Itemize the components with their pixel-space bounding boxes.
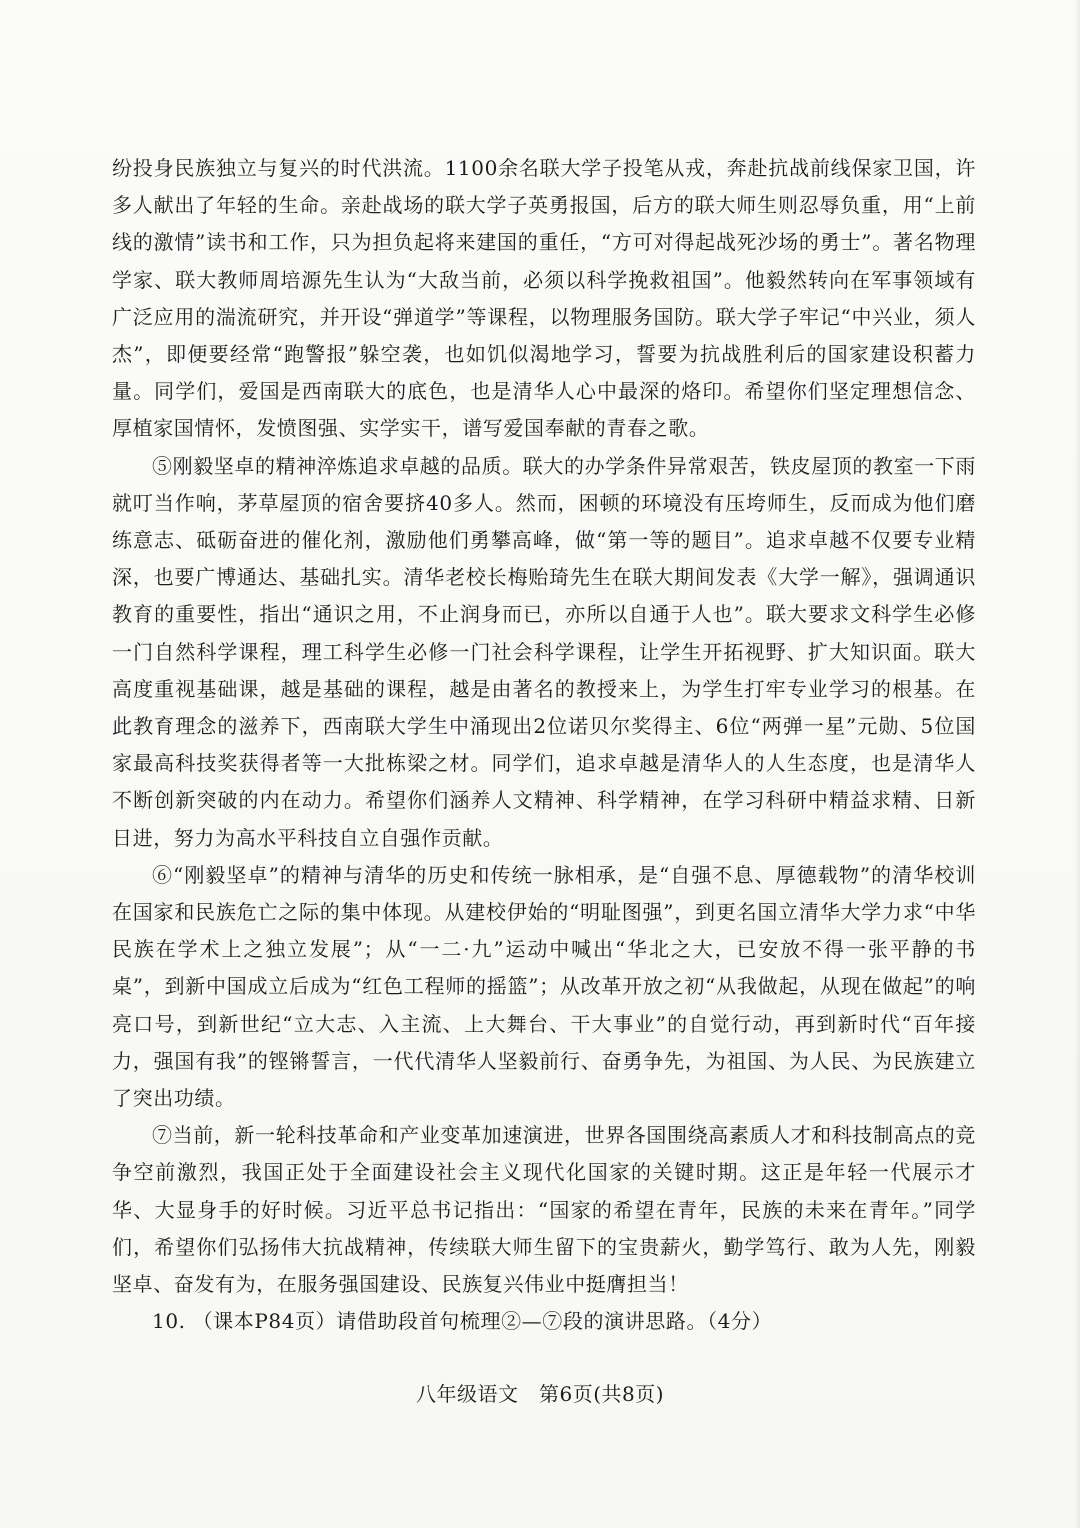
paragraph-4-continued: 纷投身民族独立与复兴的时代洪流。1100余名联大学子投笔从戎，奔赴抗战前线保家卫国，许多人献出了年轻的生命。亲赴战场的联大学子英勇报国，后方的联大师生则忍辱负重，用“上前线的激情”读书和工作，只为担负起将来建国的重任，“方可对得起战死沙场的勇士”。著名物理学家、联大教师周培源先生认为“大敌当前，必须以科学挽救祖国”。他毅然转向在军事领域有广泛应用的湍流研究，并开设“弹道学”等课程，以物理服务国防。联大学子牢记“中兴业，须人杰”，即便要经常“跑警报”躲空袭，也如饥似渴地学习，誓要为抗战胜利后的国家建设积蓄力量。同学们，爱国是西南联大的底色，也是清华人心中最深的烙印。希望你们坚定理想信念、厚植家国情怀，发愤图强、实学实干，谱写爱国奉献的青春之歌。 (112, 156, 976, 441)
page-footer: 八年级语文 第6页(共8页) (415, 1382, 665, 1406)
paragraph-6: ⑥“刚毅坚卓”的精神与清华的历史和传统一脉相承，是“自强不息、厚德载物”的清华校训在国家和民族危亡之际的集中体现。从建校伊始的“明耻图强”，到更名国立清华大学力求“中华民族在学术上之独立发展”；从“一二·九”运动中喊出“华北之大，已安放不得一张平静的书桌”，到新中国成立后成为“红色工程师的摇篮”；从改革开放之初“从我做起，从现在做起”的响亮口号，到新世纪“立大志、入主流、上大舞台、干大事业”的自觉行动，再到新时代“百年接力，强国有我”的铿锵誓言，一代代清华人坚毅前行、奋勇争先，为祖国、为人民、为民族建立了突出功绩。 (112, 862, 976, 1111)
article-body (112, 150, 976, 1341)
paragraph-5: ⑤刚毅坚卓的精神淬炼追求卓越的品质。联大的办学条件异常艰苦，铁皮屋顶的教室一下雨就叮当作响，茅草屋顶的宿舍要挤40多人。然而，困顿的环境没有压垮师生，反而成为他们磨练意志、砥砺奋进的催化剂，激励他们勇攀高峰，做“第一等的题目”。追求卓越不仅要专业精深，也要广博通达、基础扎实。清华老校长梅贻琦先生在联大期间发表《大学一解》，强调通识教育的重要性，指出“通识之用，不止润身而已，亦所以自通于人也”。联大要求文科学生必修一门自然科学课程，理工科学生必修一门社会科学课程，让学生开拓视野、扩大知识面。联大高度重视基础课，越是基础的课程，越是由著名的教授来上，为学生打牢专业学习的根基。在此教育理念的滋养下，西南联大学生中涌现出2位诺贝尔奖得主、6位“两弹一星”元勋、5位国家最高科技奖获得者等一大批栋梁之材。同学们，追求卓越是清华人的人生态度，也是清华人不断创新突破的内在动力。希望你们涵养人文精神、科学精神，在学习科研中精益求精、日新日进，努力为高水平科技自立自强作贡献。 (112, 453, 976, 850)
paragraph-7: ⑦当前，新一轮科技革命和产业变革加速演进，世界各国围绕高素质人才和科技制高点的竞争空前激烈，我国正处于全面建设社会主义现代化国家的关键时期。这正是年轻一代展示才华、大显身手的好时候。习近平总书记指出：“国家的希望在青年，民族的未来在青年。”同学们，希望你们弘扬伟大抗战精神，传续联大师生留下的宝贵薪火，勤学笃行、敢为人先，刚毅坚卓、奋发有为，在服务强国建设、民族复兴伟业中挺膺担当！ (112, 1123, 976, 1297)
scan-shadow (1074, 0, 1080, 1528)
question-10: 10. （课本P84页）请借助段首句梳理②—⑦段的演讲思路。（4分） (152, 1309, 773, 1334)
